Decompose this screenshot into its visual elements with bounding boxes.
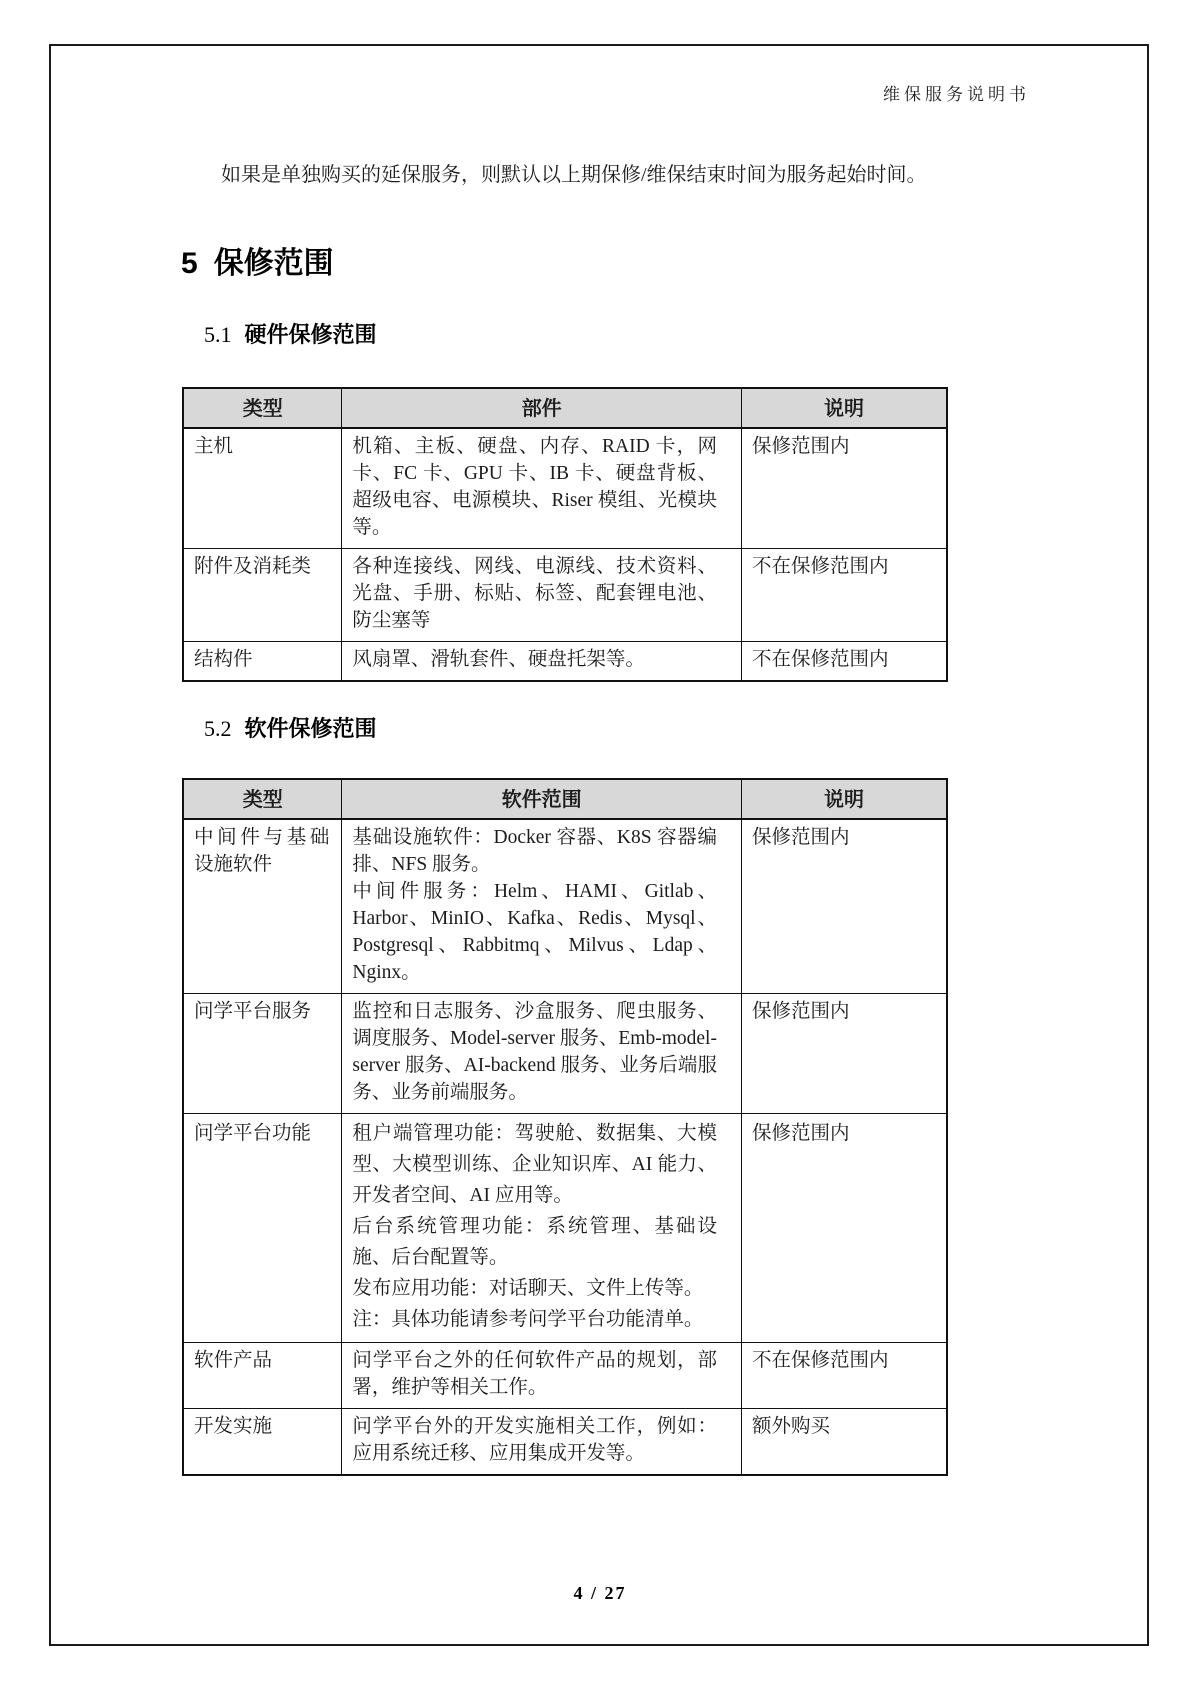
column-header: 类型 — [183, 779, 342, 819]
scope-paragraph: 风扇罩、滑轨套件、硬盘托架等。 — [352, 649, 645, 670]
table-header-row — [183, 779, 947, 819]
scope-paragraph: 后台系统管理功能：系统管理、基础设施、后台配置等。 — [352, 1216, 717, 1268]
section-heading-5 — [181, 238, 334, 282]
scope-cell — [342, 428, 742, 549]
type-cell: 附件及消耗类 — [183, 549, 342, 642]
column-header: 软件范围 — [342, 779, 742, 819]
scope-paragraph: 问学平台外的开发实施相关工作，例如：应用系统迁移、应用集成开发等。 — [352, 1416, 717, 1464]
note-cell: 保修范围内 — [741, 819, 947, 994]
scope-paragraph: 发布应用功能：对话聊天、文件上传等。 — [352, 1278, 704, 1299]
table-row — [183, 549, 947, 642]
scope-paragraph: 机箱、主板、硬盘、内存、RAID 卡，网卡、FC 卡、GPU 卡、IB 卡、硬盘背板、超级电容、电源模块、Riser 模组、光模块等。 — [352, 436, 717, 538]
hardware-warranty-table — [182, 387, 948, 682]
scope-paragraph: 监控和日志服务、沙盒服务、爬虫服务、调度服务、Model-server 服务、Emb-model-server 服务、AI-backend 服务、业务后端服务、业务前端服务。 — [352, 1001, 717, 1103]
subsection-heading-5-1 — [204, 318, 377, 349]
scope-paragraph: 租户端管理功能：驾驶舱、数据集、大模型、大模型训练、企业知识库、AI 能力、开发者空间、AI 应用等。 — [352, 1123, 717, 1206]
scope-paragraph: 问学平台之外的任何软件产品的规划，部署，维护等相关工作。 — [352, 1350, 717, 1398]
scope-cell — [342, 819, 742, 994]
column-header: 说明 — [741, 779, 947, 819]
type-cell: 结构件 — [183, 642, 342, 682]
column-header: 类型 — [183, 388, 342, 428]
type-cell: 中间件与基础设施软件 — [183, 819, 342, 994]
note-cell: 不在保修范围内 — [741, 1343, 947, 1409]
type-cell: 问学平台服务 — [183, 994, 342, 1114]
note-cell: 保修范围内 — [741, 994, 947, 1114]
section-number: 5 — [181, 247, 198, 280]
scope-paragraph: 注：具体功能请参考问学平台功能清单。 — [352, 1309, 704, 1330]
table-row — [183, 994, 947, 1114]
note-cell: 保修范围内 — [741, 1114, 947, 1343]
column-header: 说明 — [741, 388, 947, 428]
scope-cell — [342, 1343, 742, 1409]
table-header-row — [183, 388, 947, 428]
running-header: 维保服务说明书 — [883, 85, 1030, 104]
table-row — [183, 642, 947, 682]
scope-paragraph: 各种连接线、网线、电源线、技术资料、光盘、手册、标贴、标签、配套锂电池、防尘塞等 — [352, 556, 717, 631]
table-row — [183, 1409, 947, 1476]
table-row — [183, 819, 947, 994]
column-header: 部件 — [342, 388, 742, 428]
note-cell: 额外购买 — [741, 1409, 947, 1476]
scope-paragraph: 中间件服务：Helm、HAMI、Gitlab、Harbor、MinIO、Kafka、Redis、Mysql、Postgresql、Rabbitmq、Milvus、Ldap、Nginx。 — [352, 881, 717, 983]
subsection-number: 5.2 — [204, 716, 232, 741]
type-cell: 软件产品 — [183, 1343, 342, 1409]
section-title: 保修范围 — [213, 247, 334, 280]
type-cell: 开发实施 — [183, 1409, 342, 1476]
type-cell: 主机 — [183, 428, 342, 549]
scope-cell — [342, 642, 742, 682]
subsection-number: 5.1 — [204, 322, 232, 347]
table-row — [183, 428, 947, 549]
page-number: 4 / 27 — [573, 1583, 627, 1603]
note-cell: 保修范围内 — [741, 428, 947, 549]
type-cell: 问学平台功能 — [183, 1114, 342, 1343]
table-row — [183, 1343, 947, 1409]
table-row — [183, 1114, 947, 1343]
scope-cell — [342, 549, 742, 642]
scope-paragraph: 基础设施软件：Docker 容器、K8S 容器编排、NFS 服务。 — [352, 827, 717, 875]
software-warranty-table — [182, 778, 948, 1476]
scope-cell — [342, 1409, 742, 1476]
intro-paragraph: 如果是单独购买的延保服务，则默认以上期保修/维保结束时间为服务起始时间。 — [221, 164, 927, 186]
scope-cell — [342, 1114, 742, 1343]
subsection-heading-5-2 — [204, 712, 377, 743]
subsection-title: 软件保修范围 — [244, 716, 377, 741]
note-cell: 不在保修范围内 — [741, 549, 947, 642]
scope-cell — [342, 994, 742, 1114]
subsection-title: 硬件保修范围 — [244, 322, 377, 347]
note-cell: 不在保修范围内 — [741, 642, 947, 682]
